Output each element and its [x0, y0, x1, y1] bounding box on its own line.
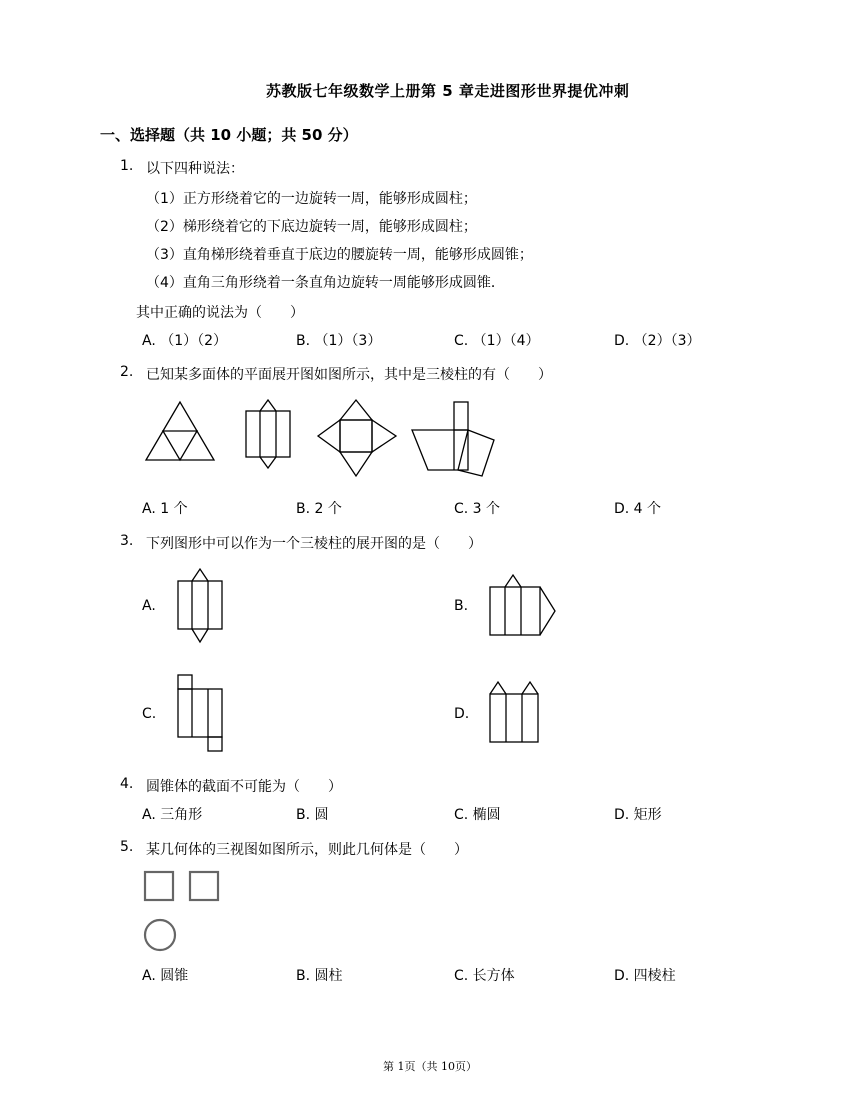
question-ask: 其中正确的说法为（ ）	[136, 305, 304, 321]
option-a: A. 1 个	[142, 501, 188, 517]
question-number: 3.	[120, 533, 134, 549]
option-c: C. （1）（4）	[454, 333, 540, 349]
option-d-label: D.	[454, 706, 470, 722]
question-stem: 已知某多面体的平面展开图如图所示，其中是三棱柱的有（ ）	[146, 367, 552, 383]
question-number: 5.	[120, 839, 134, 855]
question-number: 2.	[120, 364, 134, 380]
question-stem: 某几何体的三视图如图所示，则此几何体是（ ）	[146, 842, 468, 858]
statement-3: （3）直角梯形绕着垂直于底边的腰旋转一周，能够形成圆锥；	[146, 247, 533, 263]
option-d: D. 4 个	[614, 501, 662, 517]
option-b-label: B.	[454, 598, 469, 614]
section-heading: 一、选择题（共 10 小题；共 50 分）	[100, 126, 358, 144]
option-c: C. 长方体	[454, 968, 515, 984]
statement-2: （2）梯形绕着它的下底边旋转一周，能够形成圆柱；	[146, 219, 477, 235]
option-d: D. （2）（3）	[614, 333, 701, 349]
option-d: D. 矩形	[614, 807, 662, 823]
option-a: A. （1）（2）	[142, 333, 228, 349]
statement-4: （4）直角三角形绕着一条直角边旋转一周能够形成圆锥．	[146, 275, 505, 291]
page-title: 苏教版七年级数学上册第 5 章走进图形世界提优冲刺	[266, 82, 630, 100]
option-c: C. 椭圆	[454, 807, 501, 823]
option-b: B. （1）（3）	[296, 333, 382, 349]
option-c: C. 3 个	[454, 501, 501, 517]
option-a-label: A.	[142, 598, 156, 614]
option-c-label: C.	[142, 706, 157, 722]
option-b: B. 圆柱	[296, 968, 343, 984]
question-stem: 以下四种说法：	[146, 161, 244, 177]
question-number: 1.	[120, 158, 134, 174]
page-footer: 第 1页（共 10页）	[383, 1060, 477, 1073]
question-stem: 下列图形中可以作为一个三棱柱的展开图的是（ ）	[146, 536, 482, 552]
statement-1: （1）正方形绕着它的一边旋转一周，能够形成圆柱；	[146, 191, 477, 207]
option-a: A. 三角形	[142, 807, 203, 823]
option-b: B. 2 个	[296, 501, 342, 517]
question-stem: 圆锥体的截面不可能为（ ）	[146, 779, 342, 795]
option-d: D. 四棱柱	[614, 968, 676, 984]
option-a: A. 圆锥	[142, 968, 189, 984]
option-b: B. 圆	[296, 807, 329, 823]
question-number: 4.	[120, 776, 134, 792]
